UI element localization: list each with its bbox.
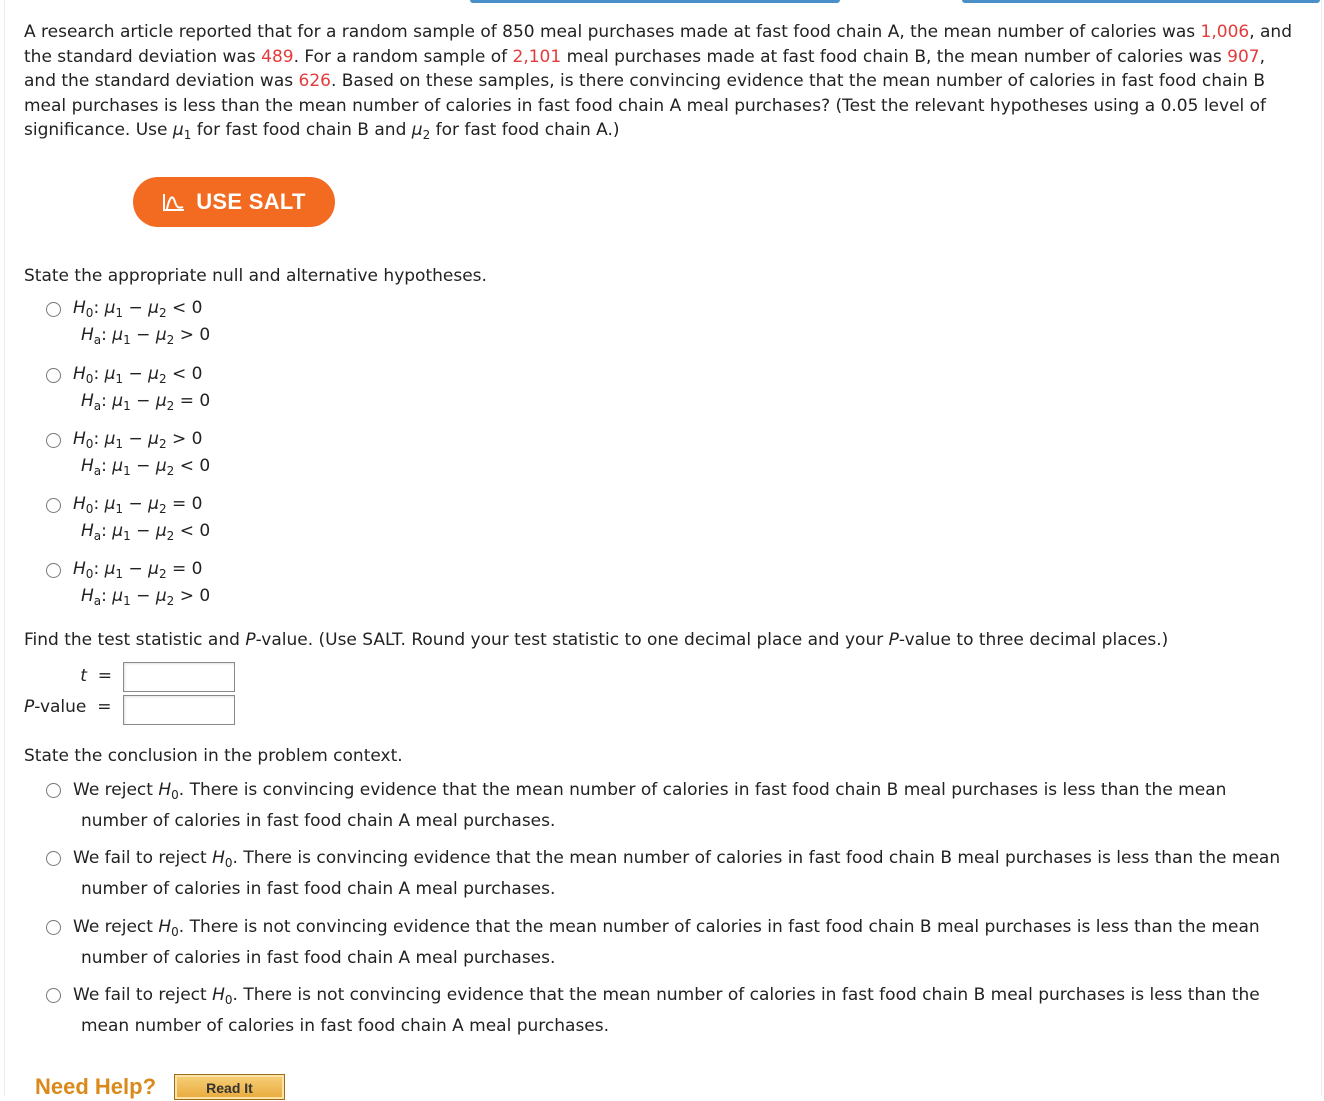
tab-indicator-left — [470, 0, 840, 3]
conclusion-radio[interactable] — [46, 988, 61, 1003]
hypothesis-radio[interactable] — [46, 563, 61, 578]
conclusion-text: We reject $H_0$. There is not convincing evidence that the mean number of calories in fast food chain B meal purchases is less than the mean number of calories in fast food chain A meal purchases. — [73, 917, 1260, 968]
hypotheses-prompt: State the appropriate null and alternative hypotheses. — [24, 266, 487, 286]
t-input[interactable] — [123, 662, 235, 692]
alternative-hypothesis: $H_a$: $\mu_1 - \mu_2 > 0$ — [81, 325, 211, 347]
read-it-button[interactable]: Read It — [174, 1074, 285, 1100]
conclusion-text: We fail to reject $H_0$. There is convincing evidence that the mean number of calories in fast food chain B meal purchases is less than the mean number of calories in fast food chain A meal purchases. — [73, 848, 1281, 899]
conclusion-option[interactable] — [46, 980, 1296, 1042]
alternative-hypothesis: $H_a$: $\mu_1 - \mu_2 = 0$ — [81, 391, 211, 413]
null-hypothesis: $H_0$: $\mu_1 - \mu_2 = 0$ — [73, 559, 203, 581]
test-stat-prompt: Find the test statistic and P-value. (Use SALT. Round your test statistic to one decimal place and your P-value to three decimal places.) — [24, 630, 1169, 650]
hypothesis-radio[interactable] — [46, 433, 61, 448]
use-salt-label: USE SALT — [196, 189, 306, 214]
conclusion-text: We reject $H_0$. There is convincing evidence that the mean number of calories in fast food chain B meal purchases is less than the mean number of calories in fast food chain A meal purchases. — [73, 780, 1227, 831]
alternative-hypothesis: $H_a$: $\mu_1 - \mu_2 < 0$ — [81, 521, 211, 543]
chain-a-sd: 489 — [261, 46, 294, 67]
chain-b-mean: 907 — [1227, 46, 1260, 67]
null-hypothesis: $H_0$: $\mu_1 - \mu_2 < 0$ — [73, 364, 203, 386]
chain-b-sd: 626 — [298, 71, 331, 91]
null-hypothesis: $H_0$: $\mu_1 - \mu_2 = 0$ — [73, 494, 203, 516]
conclusion-text: We fail to reject $H_0$. There is not convincing evidence that the mean number of calories in fast food chain B meal purchases is less than the mean number of calories in fast food chain A meal purchases. — [73, 985, 1260, 1036]
conclusion-option[interactable] — [46, 912, 1296, 974]
chain-a-mean: 1,006 — [1200, 22, 1250, 42]
conclusion-radio[interactable] — [46, 851, 61, 866]
conclusion-option[interactable] — [46, 843, 1296, 905]
question-text: A research article reported that for a random sample of 850 meal purchases made at fast food chain A, the mean number of calories was 1,006, and the standard deviation was 489. For a random sample of 2,101 meal purchases made at fast food chain B, the mean number of calories was 907, and the standard deviation was 626. Based on these samples, is there convincing evidence that the mean number of calories in fast food chain B meal purchases is less than the mean number of calories in fast food chain A meal purchases? (Test the relevant hypotheses using a 0.05 level of significance. Use $\mu_1$ for fast food chain B and $\mu_2$ for fast food chain A.) — [24, 22, 1292, 142]
null-hypothesis: $H_0$: $\mu_1 - \mu_2 < 0$ — [73, 298, 203, 320]
hypothesis-radio[interactable] — [46, 368, 61, 383]
conclusion-prompt: State the conclusion in the problem context. — [24, 746, 403, 766]
alternative-hypothesis: $H_a$: $\mu_1 - \mu_2 > 0$ — [81, 586, 211, 608]
chain-b-n: 2,101 — [512, 46, 562, 67]
tab-indicator-right — [962, 0, 1320, 3]
alternative-hypothesis: $H_a$: $\mu_1 - \mu_2 < 0$ — [81, 456, 211, 478]
t-label: t = — [80, 666, 112, 686]
use-salt-button[interactable] — [133, 177, 335, 227]
hypothesis-radio[interactable] — [46, 302, 61, 317]
conclusion-radio[interactable] — [46, 783, 61, 798]
need-help-label: Need Help? — [35, 1074, 157, 1099]
p-value-input[interactable] — [123, 695, 235, 725]
hypothesis-radio[interactable] — [46, 498, 61, 513]
conclusion-radio[interactable] — [46, 920, 61, 935]
null-hypothesis: $H_0$: $\mu_1 - \mu_2 > 0$ — [73, 429, 203, 451]
p-value-label: P-value = — [24, 697, 112, 717]
salt-chart-icon — [162, 192, 186, 212]
conclusion-option[interactable] — [46, 775, 1296, 837]
